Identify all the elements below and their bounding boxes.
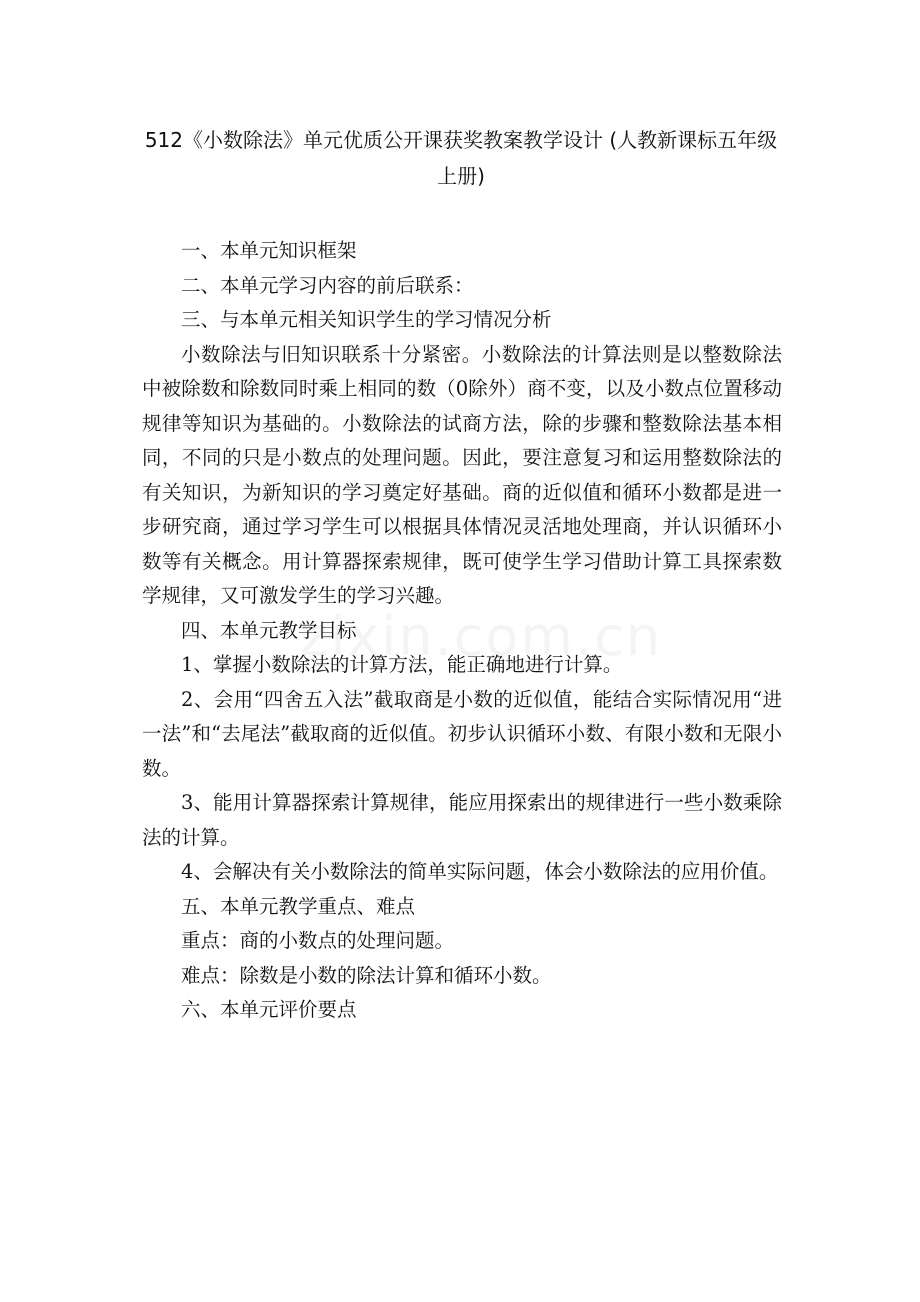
section-heading-5: 五、本单元教学重点、难点	[181, 894, 416, 918]
key-point: 重点：商的小数点的处理问题。	[181, 929, 455, 952]
section-heading-3: 三、与本单元相关知识学生的学习情况分析	[181, 308, 552, 331]
difficult-point: 难点：除数是小数的除法计算和循环小数。	[181, 963, 552, 987]
objective-item-4: 4、会解决有关小数除法的简单实际问题，体会小数除法的应用价值。	[181, 860, 779, 883]
section-heading-6: 六、本单元评价要点	[181, 998, 357, 1021]
objective-item-3: 3、能用计算器探索计算规律，能应用探索出的规律进行一些小数乘除法的计算。	[142, 791, 782, 849]
section-heading-4: 四、本单元教学目标	[181, 618, 357, 642]
document-title: 512《小数除法》单元优质公开课获奖教案教学设计 (人教新课标五年级上册)	[144, 128, 778, 188]
section-heading-1: 一、本单元知识框架	[181, 239, 357, 262]
section-heading-2: 二、本单元学习内容的前后联系：	[181, 273, 474, 297]
objective-item-2: 2、会用“四舍五入法”截取商是小数的近似值，能结合实际情况用“进一法”和“去尾法”截取商的近似值。初步认识循环小数、有限小数和无限小数。	[142, 687, 782, 780]
analysis-paragraph: 小数除法与旧知识联系十分紧密。小数除法的计算法则是以整数除法中被除数和除数同时乘上相同的数（0除外）商不变，以及小数点位置移动规律等知识为基础的。小数除法的试商方法，除的步骤和整数除法基本相同，不同的只是小数点的处理问题。因此，要注意复习和运用整数除法的有关知识，为新知识的学习奠定好基础。商的近似值和循环小数都是进一步研究商，通过学习学生可以根据具体情况灵活地处理商，并认识循环小数等有关概念。用计算器探索规律，既可使学生学习借助计算工具探索数学规律，又可激发学生的学习兴趣。	[142, 342, 782, 607]
objective-item-1: 1、掌握小数除法的计算方法，能正确地进行计算。	[181, 653, 623, 676]
document-body	[142, 234, 782, 1028]
